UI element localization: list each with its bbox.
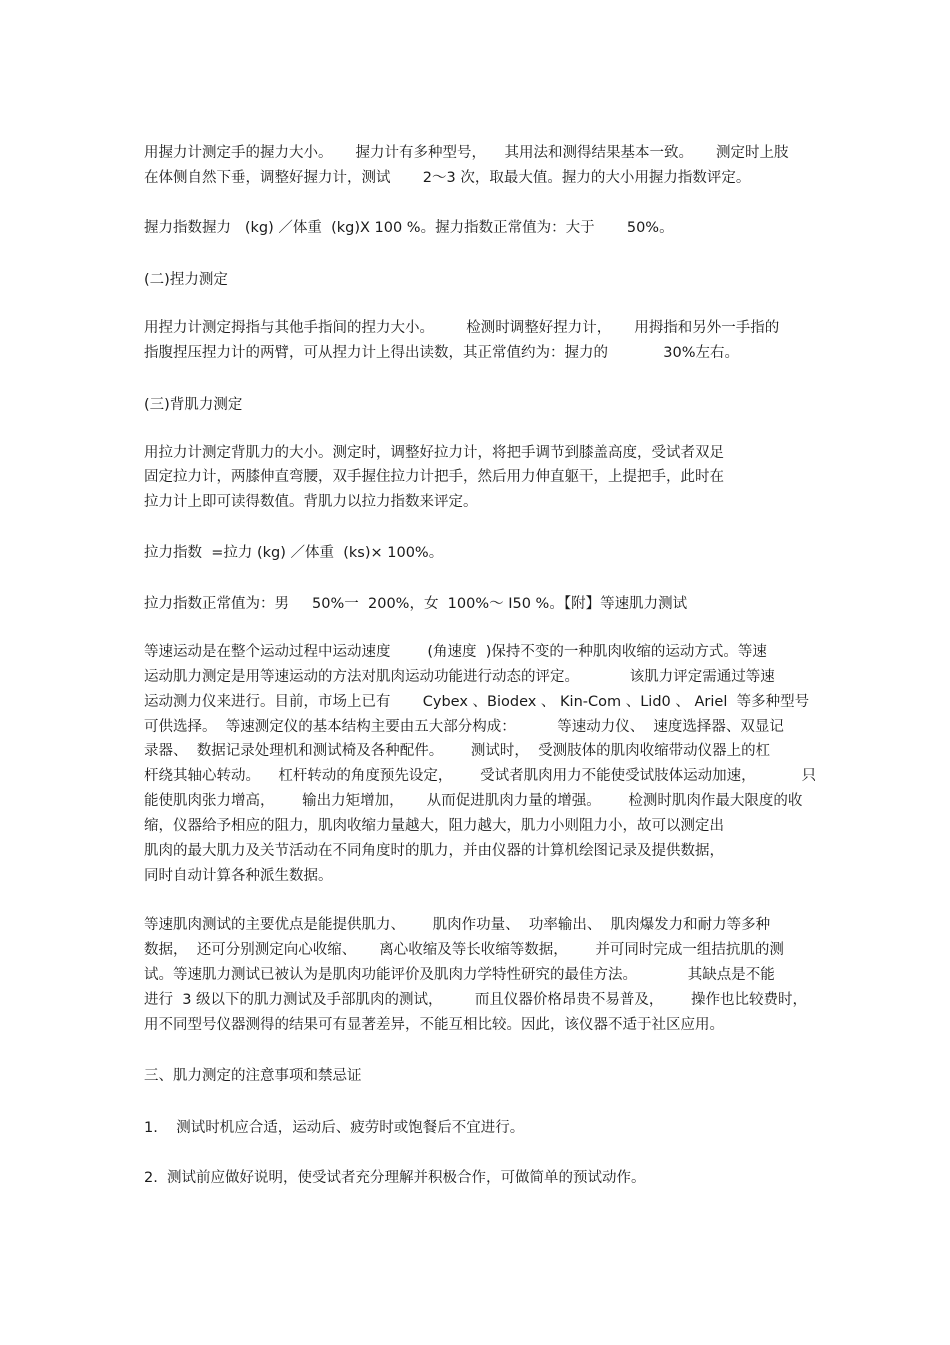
text-line: 试。等速肌力测试已被认为是肌肉功能评价及肌肉力学特性研究的最佳方法。 其缺点是不能	[144, 967, 775, 983]
text-line: 在体侧自然下垂，调整好握力计，测试 2～3 次，取最大值。握力的大小用握力指数评定。	[144, 170, 751, 186]
text-line: 固定拉力计，两膝伸直弯腰，双手握住拉力计把手，然后用力伸直躯干，上提把手，此时在	[144, 469, 724, 485]
text-line: 肌肉的最大肌力及关节活动在不同角度时的肌力，并由仪器的计算机绘图记录及提供数据，	[144, 843, 724, 859]
text-line: 用拉力计测定背肌力的大小。测定时，调整好拉力计，将把手调节到膝盖高度，受试者双足	[144, 445, 724, 461]
text-line: 拉力计上即可读得数值。背肌力以拉力指数来评定。	[144, 494, 478, 510]
section-heading: (三)背肌力测定	[144, 397, 243, 413]
text-line: 用捏力计测定拇指与其他手指间的捏力大小。 检测时调整好捏力计， 用拇指和另外一手指的	[144, 320, 780, 336]
text-line: 能使肌肉张力增高， 输出力矩增加， 从而促进肌肉力量的增强。 检测时肌肉作最大限度的收	[144, 793, 803, 809]
text-line: 数据， 还可分别测定向心收缩、 离心收缩及等长收缩等数据， 并可同时完成一组拮抗肌的测	[144, 942, 784, 958]
section-heading: 三、肌力测定的注意事项和禁忌证	[144, 1068, 362, 1084]
text-line: 用握力计测定手的握力大小。 握力计有多种型号， 其用法和测得结果基本一致。 测定时上肢	[144, 145, 789, 161]
text-line: 进行 3 级以下的肌力测试及手部肌肉的测试， 而且仪器价格昂贵不易普及， 操作也比较费时，	[144, 992, 807, 1008]
text-line: 等速运动是在整个运动过程中运动速度 (角速度 )保持不变的一种肌肉收缩的运动方式。等速	[144, 644, 767, 660]
text-line: 可供选择。 等速测定仪的基本结构主要由五大部分构成： 等速动力仪、 速度选择器、双显记	[144, 719, 784, 735]
text-line: 缩，仪器给予相应的阻力，肌肉收缩力量越大，阻力越大，肌力小则阻力小，故可以测定出	[144, 818, 724, 834]
text-line: 运动肌力测定是用等速运动的方法对肌肉运动功能进行动态的评定。 该肌力评定需通过等速	[144, 669, 775, 685]
list-item: 1. 测试时机应合适，运动后、疲劳时或饱餐后不宜进行。	[144, 1120, 525, 1136]
formula-line: 拉力指数 =拉力 (kg) ／体重 (ks)× 100%。	[144, 545, 444, 561]
text-line: 运动测力仪来进行。目前，市场上已有 Cybex 、Biodex 、 Kin-Com 、Lid0 、 Ariel 等多种型号	[144, 694, 810, 710]
text-line: 等速肌肉测试的主要优点是能提供肌力、 肌肉作功量、 功率输出、 肌肉爆发力和耐力等多种	[144, 917, 771, 933]
text-line: 拉力指数正常值为：男 50%一 200%，女 100%～ I50 %。【附】等速肌力测试	[144, 596, 688, 612]
text-line: 用不同型号仪器测得的结果可有显著差异，不能互相比较。因此，该仪器不适于社区应用。	[144, 1017, 724, 1033]
text-line: 指腹捏压捏力计的两臂，可从捏力计上得出读数，其正常值约为：握力的 30%左右。	[144, 345, 740, 361]
text-line: 同时自动计算各种派生数据。	[144, 868, 333, 884]
text-line: 握力指数握力 (kg) ／体重 (kg)X 100 %。握力指数正常值为：大于 50%。	[144, 220, 674, 236]
text-line: 杆绕其轴心转动。 杠杆转动的角度预先设定， 受试者肌肉用力不能使受试肢体运动加速， 只	[144, 768, 817, 784]
list-item: 2. 测试前应做好说明，使受试者充分理解并积极合作，可做简单的预试动作。	[144, 1170, 646, 1186]
section-heading: (二)捏力测定	[144, 272, 228, 288]
text-line: 录器、 数据记录处理机和测试椅及各种配件。 测试时， 受测肢体的肌肉收缩带动仪器上的杠	[144, 743, 771, 759]
